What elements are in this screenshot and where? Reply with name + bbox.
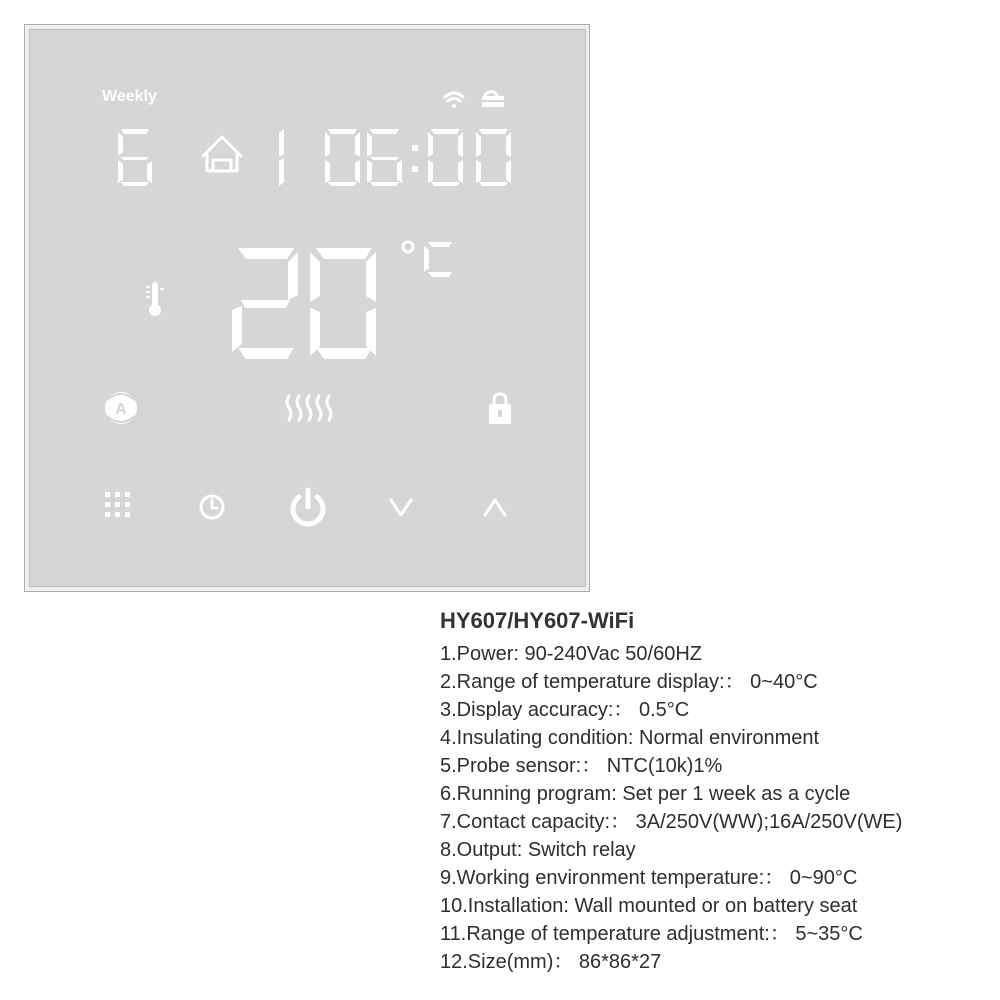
spec-line: 6.Running program: Set per 1 week as a cycle [440,783,851,805]
heating-icon [287,396,331,420]
spec-title: HY607/HY607-WiFi [440,608,635,633]
spec-line: 9.Working environment temperature:： 0~90°C [440,867,858,889]
thermometer-icon [146,282,164,316]
power-icon[interactable] [293,490,323,524]
spec-line: 3.Display accuracy:： 0.5°C [440,699,690,721]
auto-mode-icon [105,392,137,424]
mode-label: Weekly [102,88,157,105]
lock-icon[interactable] [489,394,511,424]
spec-line: 8.Output: Switch relay [440,839,636,861]
spec-line: 10.Installation: Wall mounted or on battery seat [440,895,858,917]
spec-line: 2.Range of temperature display:： 0~40°C [440,671,818,693]
spec-line: 12.Size(mm)： 86*86*27 [440,951,662,973]
spec-line: 7.Contact capacity:： 3A/250V(WW);16A/250V(WE) [440,811,903,833]
up-arrow-icon[interactable] [485,500,505,515]
svg-text:A: A [115,401,127,418]
clock-icon[interactable] [201,496,223,518]
home-icon [203,137,241,171]
menu-grid-icon[interactable] [105,492,130,517]
spec-sheet [440,608,996,976]
spec-line: 11.Range of temperature adjustment:： 5~35°C [440,923,863,945]
spec-line: 1.Power: 90-240Vac 50/60HZ [440,643,703,665]
spec-line: 4.Insulating condition: Normal environment [440,727,820,749]
sensor-icon [482,92,504,108]
spec-line: 5.Probe sensor:： NTC(10k)1% [440,755,723,777]
down-arrow-icon[interactable] [391,500,411,515]
wifi-icon [445,93,463,108]
